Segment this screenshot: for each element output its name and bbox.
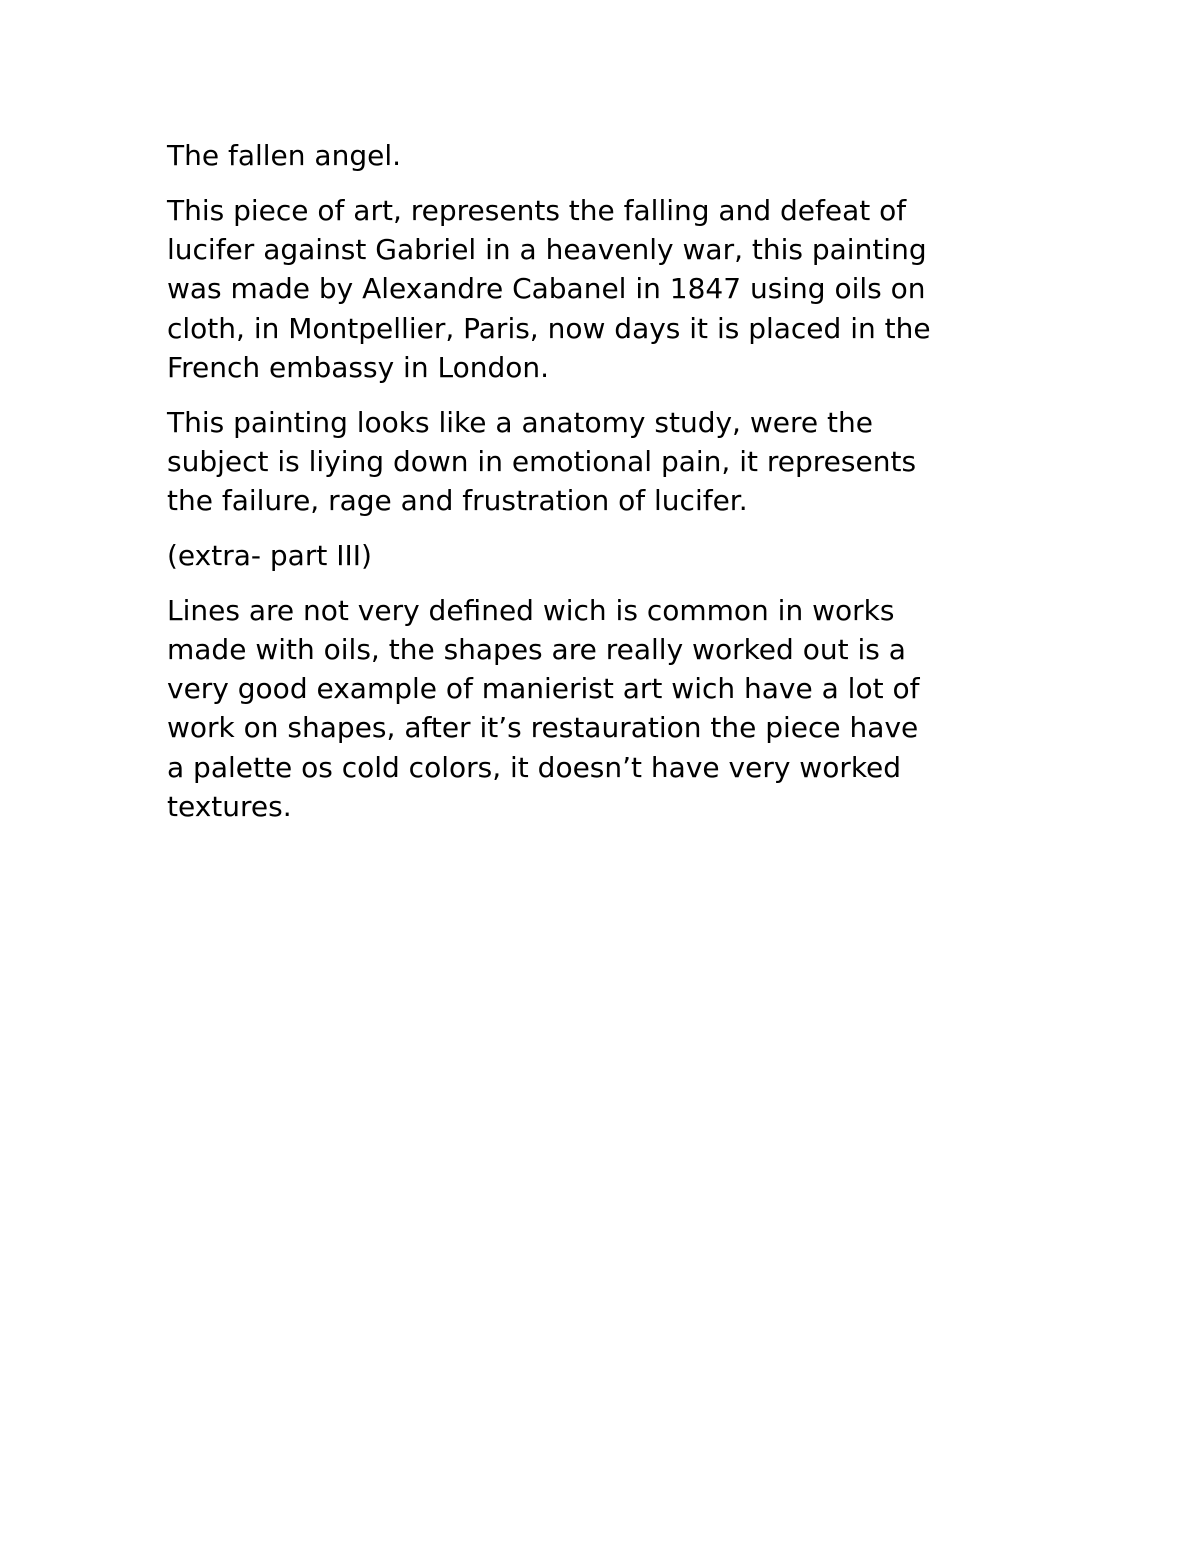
document-body bbox=[167, 136, 1047, 842]
text-line: was made by Alexandre Cabanel in 1847 using oils on bbox=[167, 272, 926, 306]
text-line: work on shapes, after it’s restauration the piece have bbox=[167, 711, 919, 745]
text-line: textures. bbox=[167, 790, 292, 824]
text-line: This painting looks like a anatomy study, were the bbox=[167, 405, 873, 439]
text-line: cloth, in Montpellier, Paris, now days it is placed in the bbox=[167, 311, 931, 345]
text-line: the failure, rage and frustration of lucifer. bbox=[167, 484, 748, 518]
text-line: subject is liying down in emotional pain, it represents bbox=[167, 444, 917, 478]
document-title bbox=[167, 136, 1047, 175]
text-line: lucifer against Gabriel in a heavenly war, this painting bbox=[167, 232, 927, 266]
paragraph-analysis bbox=[167, 591, 1047, 827]
text-line: Lines are not very defined wich is common in works bbox=[167, 593, 895, 627]
text-line: made with oils, the shapes are really worked out is a bbox=[167, 632, 906, 666]
text-line: The fallen angel. bbox=[167, 139, 402, 172]
text-line: very good example of manierist art wich have a lot of bbox=[167, 672, 920, 706]
text-line: This piece of art, represents the falling and defeat of bbox=[167, 193, 907, 227]
paragraph-description bbox=[167, 191, 1047, 387]
text-line: (extra- part III) bbox=[167, 538, 372, 572]
text-line: French embassy in London. bbox=[167, 350, 550, 384]
paragraph-interpretation bbox=[167, 403, 1047, 521]
section-heading-extra bbox=[167, 536, 1047, 575]
text-line: a palette os cold colors, it doesn’t have very worked bbox=[167, 750, 902, 784]
